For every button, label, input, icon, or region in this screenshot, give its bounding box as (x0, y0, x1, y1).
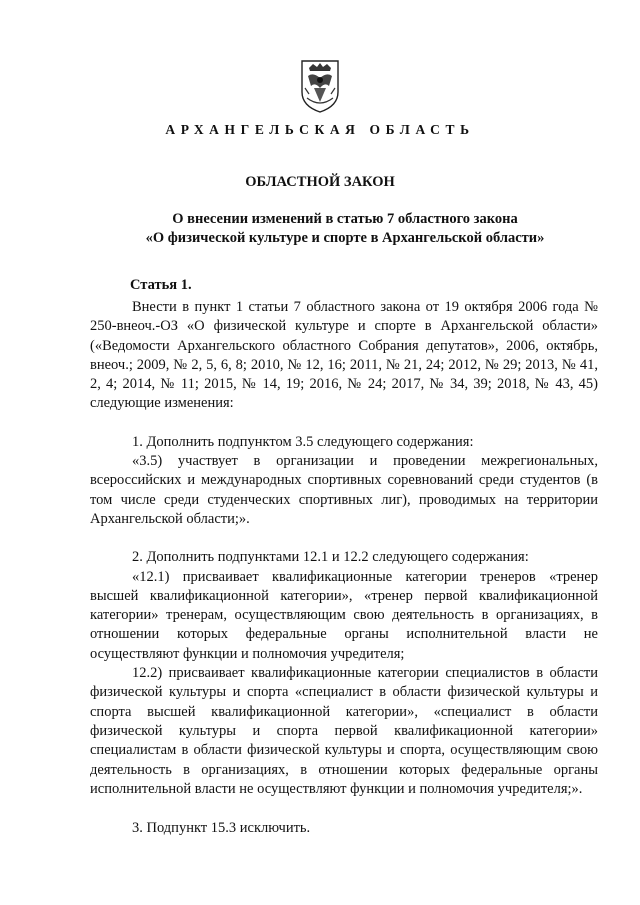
law-subject-line-2: «О физической культуре и спорте в Архангельской области» (145, 230, 545, 246)
region-name: АРХАНГЕЛЬСКАЯ ОБЛАСТЬ (165, 122, 475, 137)
item-3-title: 3. Подпункт 15.3 исключить. (132, 820, 311, 837)
document-type-title: ОБЛАСТНОЙ ЗАКОН (245, 174, 395, 190)
document-body (90, 298, 598, 838)
law-subject (90, 210, 600, 248)
item-2-text-1: «12.1) присваивает квалификационные категории тренеров «тренер высшей квалификационной категории», «тренер первой квалификационной категории» тренерам, осуществляющим свою деятельность в организациях, в отношении которых федеральные органы исполнительной власти не осуществляют функции и полномочия учредителя; (90, 568, 598, 662)
item-2-title: 2. Дополнить подпунктами 12.1 и 12.2 следующего содержания: (132, 549, 529, 566)
article-heading: Статья 1. (130, 277, 192, 293)
item-2-text-2: 12.2) присваивает квалификационные категории специалистов в области физической культуры и спорта «специалист в области физической культуры и спорта высшей квалификационной категории», «специалист в области физической культуры и спорта первой квалификационной категории» специалистам в области физической культуры и спорта, осуществляющим свою деятельность в организациях, в отношении которых федеральные органы исполнительной власти не осуществляют функции и полномочия учредителя;». (90, 665, 598, 797)
coat-of-arms-icon (299, 58, 341, 114)
item-1-title: 1. Дополнить подпунктом 3.5 следующего содержания: (132, 433, 474, 450)
item-1-text: «3.5) участвует в организации и проведении межрегиональных, всероссийских и международных спортивных соревнований среди студентов (в том числе среди студенческих спортивных лиг), проводимых на территории Архангельской области;». (90, 453, 598, 527)
intro-paragraph: Внести в пункт 1 статьи 7 областного закона от 19 октября 2006 года № 250-внеоч.-ОЗ «О физической культуре и спорте в Архангельской области» («Ведомости Архангельского областного Собрания депутатов», 2006, октябрь, внеоч.; 2009, № 2, 5, 6, 8; 2010, № 12, 16; 2011, № 21, 24; 2012, № 29; 2013, № 41, 2, 4; 2014, № 11; 2015, № 14, 19; 2016, № 24; 2017, № 34, 39; 2018, № 43, 45) следующие изменения: (90, 299, 598, 412)
law-subject-line-1: О внесении изменений в статью 7 областного закона (172, 211, 518, 227)
